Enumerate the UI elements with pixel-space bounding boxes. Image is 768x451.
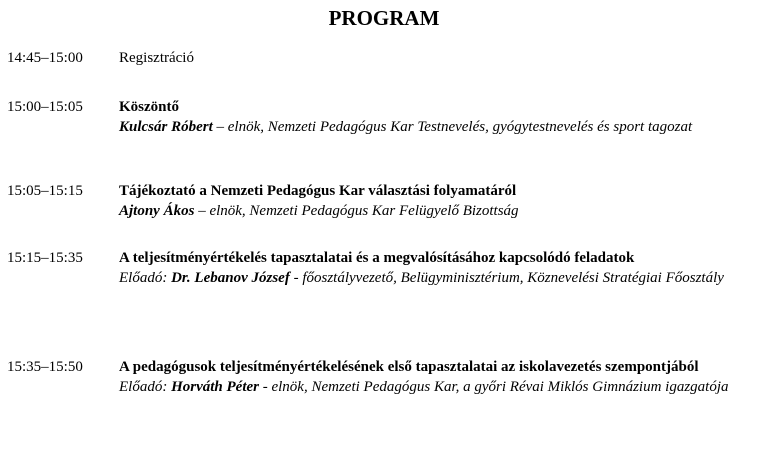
- presenter-name: Horváth Péter: [171, 379, 259, 395]
- presenter-role: – elnök, Nemzeti Pedagógus Kar Testnevelés, gyógytestnevelés és sport tagozat: [212, 119, 693, 135]
- program-heading: A teljesítményértékelés tapasztalatai és a megvalósításához kapcsolódó feladatok: [119, 250, 635, 266]
- presenter-role: - főosztályvezető, Belügyminisztérium, Köznevelési Stratégiai Főosztály: [289, 270, 724, 286]
- presenter-name: Dr. Lebanov József: [171, 270, 290, 286]
- program-presenter: [119, 377, 762, 397]
- program-heading: Regisztráció: [119, 50, 194, 66]
- program-time: 15:05–15:15: [7, 183, 83, 199]
- program-content: [119, 97, 762, 137]
- program-heading: Köszöntő: [119, 99, 179, 115]
- program-heading: A pedagógusok teljesítményértékelésének első tapasztalatai az iskolavezetés szempontjából: [119, 359, 699, 375]
- program-content: [119, 248, 762, 288]
- program-item: [7, 248, 762, 288]
- presenter-prefix: Előadó:: [119, 270, 172, 286]
- program-item: [7, 357, 762, 397]
- page-title: PROGRAM: [328, 6, 440, 30]
- program-presenter: [119, 117, 762, 137]
- program-time: 14:45–15:00: [7, 50, 83, 66]
- program-content: [119, 357, 762, 397]
- program-time: 15:15–15:35: [7, 250, 83, 266]
- program-presenter: [119, 268, 762, 288]
- program-heading: Tájékoztató a Nemzeti Pedagógus Kar választási folyamatáról: [119, 183, 517, 199]
- presenter-name: Ajtony Ákos: [119, 203, 195, 219]
- program-item: [7, 97, 762, 137]
- program-item: [7, 181, 762, 221]
- presenter-role: - elnök, Nemzeti Pedagógus Kar, a győri Révai Miklós Gimnázium igazgatója: [258, 379, 729, 395]
- program-item: [7, 48, 762, 68]
- presenter-prefix: Előadó:: [119, 379, 172, 395]
- program-presenter: [119, 201, 762, 221]
- presenter-role: – elnök, Nemzeti Pedagógus Kar Felügyelő Bizottság: [194, 203, 519, 219]
- program-content: [119, 48, 762, 68]
- program-time: 15:35–15:50: [7, 359, 83, 375]
- program-time: 15:00–15:05: [7, 99, 83, 115]
- program-content: [119, 181, 762, 221]
- presenter-name: Kulcsár Róbert: [119, 119, 213, 135]
